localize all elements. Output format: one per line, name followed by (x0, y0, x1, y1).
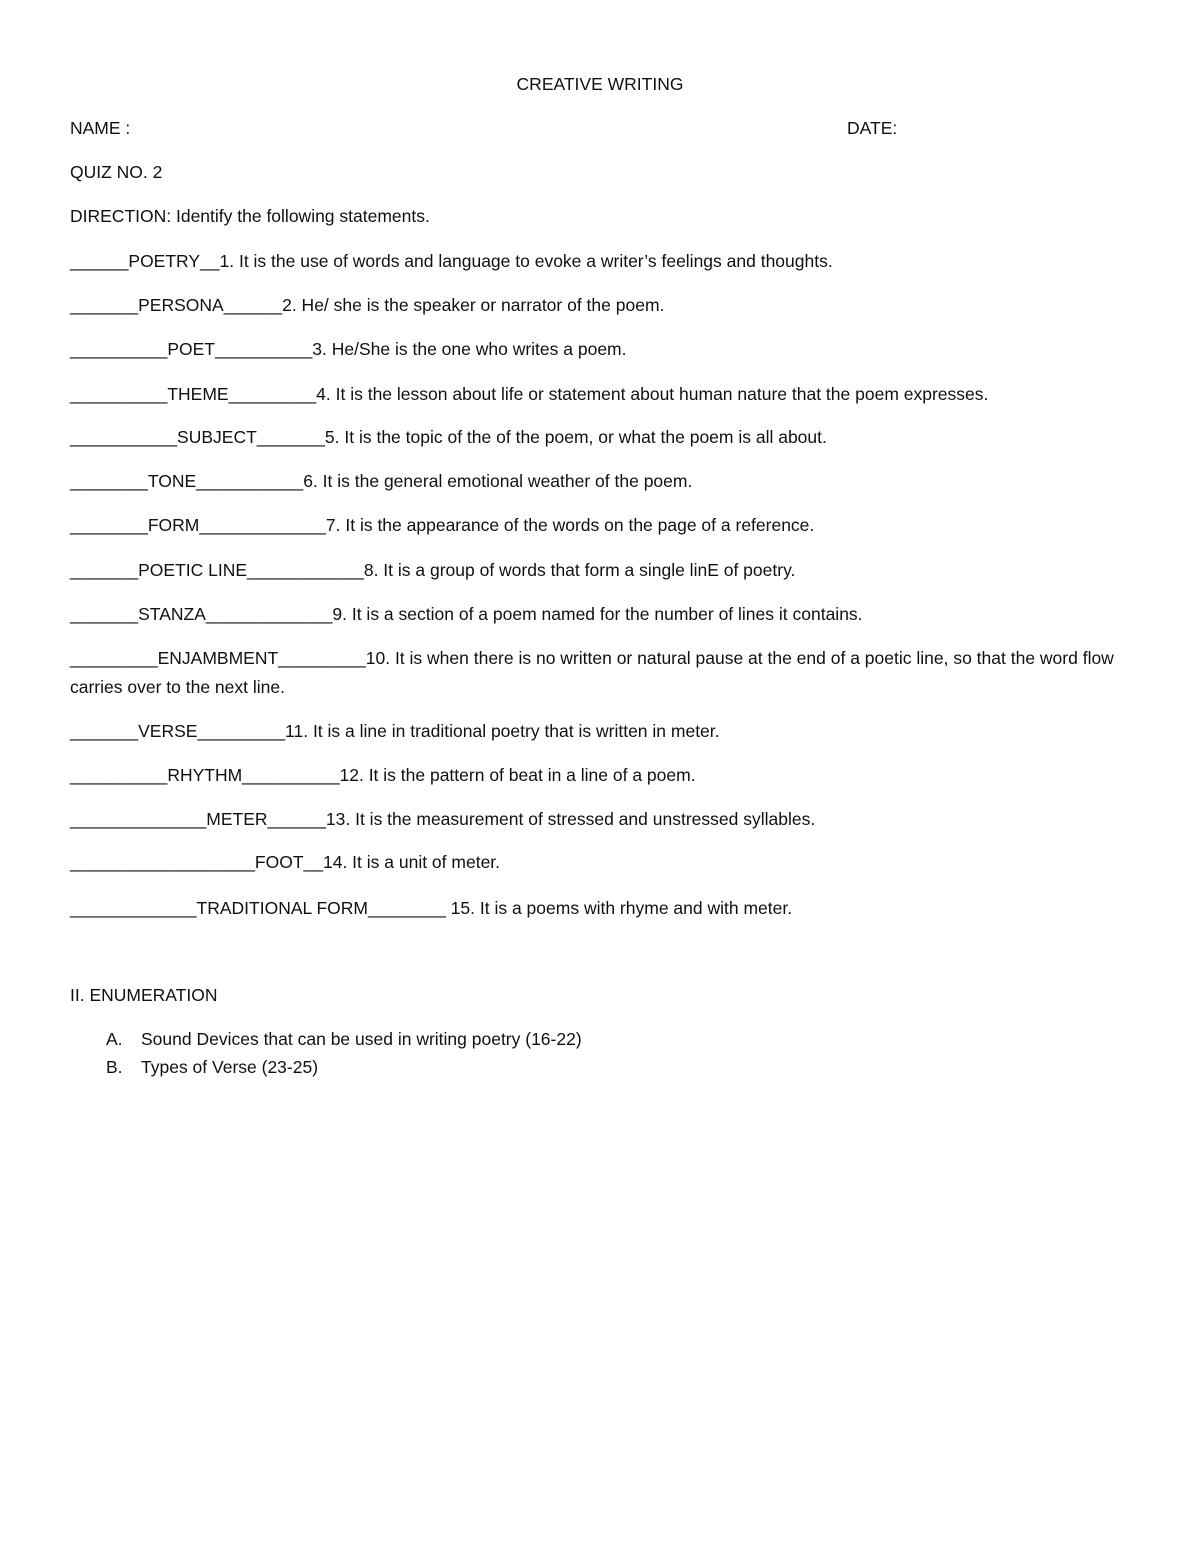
quiz-item-13: ______________METER______13. It is the measurement of stressed and unstressed syllables. (70, 809, 816, 829)
quiz-item-15: _____________TRADITIONAL FORM________ 15. It is a poems with rhyme and with meter. (70, 898, 793, 918)
enumeration-item-b (106, 1057, 318, 1078)
direction-text: DIRECTION: Identify the following statements. (70, 206, 430, 226)
quiz-item-11: _______VERSE_________11. It is a line in traditional poetry that is written in meter. (70, 721, 720, 741)
quiz-item-5: ___________SUBJECT_______5. It is the topic of the of the poem, or what the poem is all about. (70, 427, 827, 447)
enumeration-item-a (106, 1029, 582, 1050)
enumeration-text: Types of Verse (23-25) (141, 1057, 319, 1077)
quiz-item-8: _______POETIC LINE____________8. It is a group of words that form a single linE of poetry. (70, 560, 796, 580)
quiz-item-2: _______PERSONA______2. He/ she is the speaker or narrator of the poem. (70, 295, 665, 315)
enumeration-letter: A. (106, 1029, 123, 1049)
quiz-item-9: _______STANZA_____________9. It is a section of a poem named for the number of lines it contains. (70, 604, 863, 624)
quiz-number: QUIZ NO. 2 (70, 162, 163, 182)
quiz-item-1: ______POETRY__1. It is the use of words and language to evoke a writer’s feelings and thoughts. (70, 251, 833, 271)
quiz-item-7: ________FORM_____________7. It is the appearance of the words on the page of a reference. (70, 515, 815, 535)
quiz-item-10: _________ENJAMBMENT_________10. It is when there is no written or natural pause at the end of a poetic line, so that the word flow carries over to the next line. (70, 648, 1114, 697)
enumeration-heading: II. ENUMERATION (70, 985, 218, 1005)
quiz-item-6: ________TONE___________6. It is the general emotional weather of the poem. (70, 471, 693, 491)
quiz-item-4: __________THEME_________4. It is the lesson about life or statement about human nature that the poem expresses. (70, 384, 989, 404)
document-title: CREATIVE WRITING (516, 74, 684, 94)
date-label: DATE: (847, 118, 898, 138)
quiz-item-3: __________POET__________3. He/She is the one who writes a poem. (70, 339, 627, 359)
name-label: NAME : (70, 118, 131, 138)
quiz-item-14: ___________________FOOT__14. It is a unit of meter. (70, 852, 501, 872)
enumeration-text: Sound Devices that can be used in writing poetry (16-22) (141, 1029, 582, 1049)
quiz-item-12: __________RHYTHM__________12. It is the pattern of beat in a line of a poem. (70, 765, 696, 785)
enumeration-letter: B. (106, 1057, 123, 1077)
